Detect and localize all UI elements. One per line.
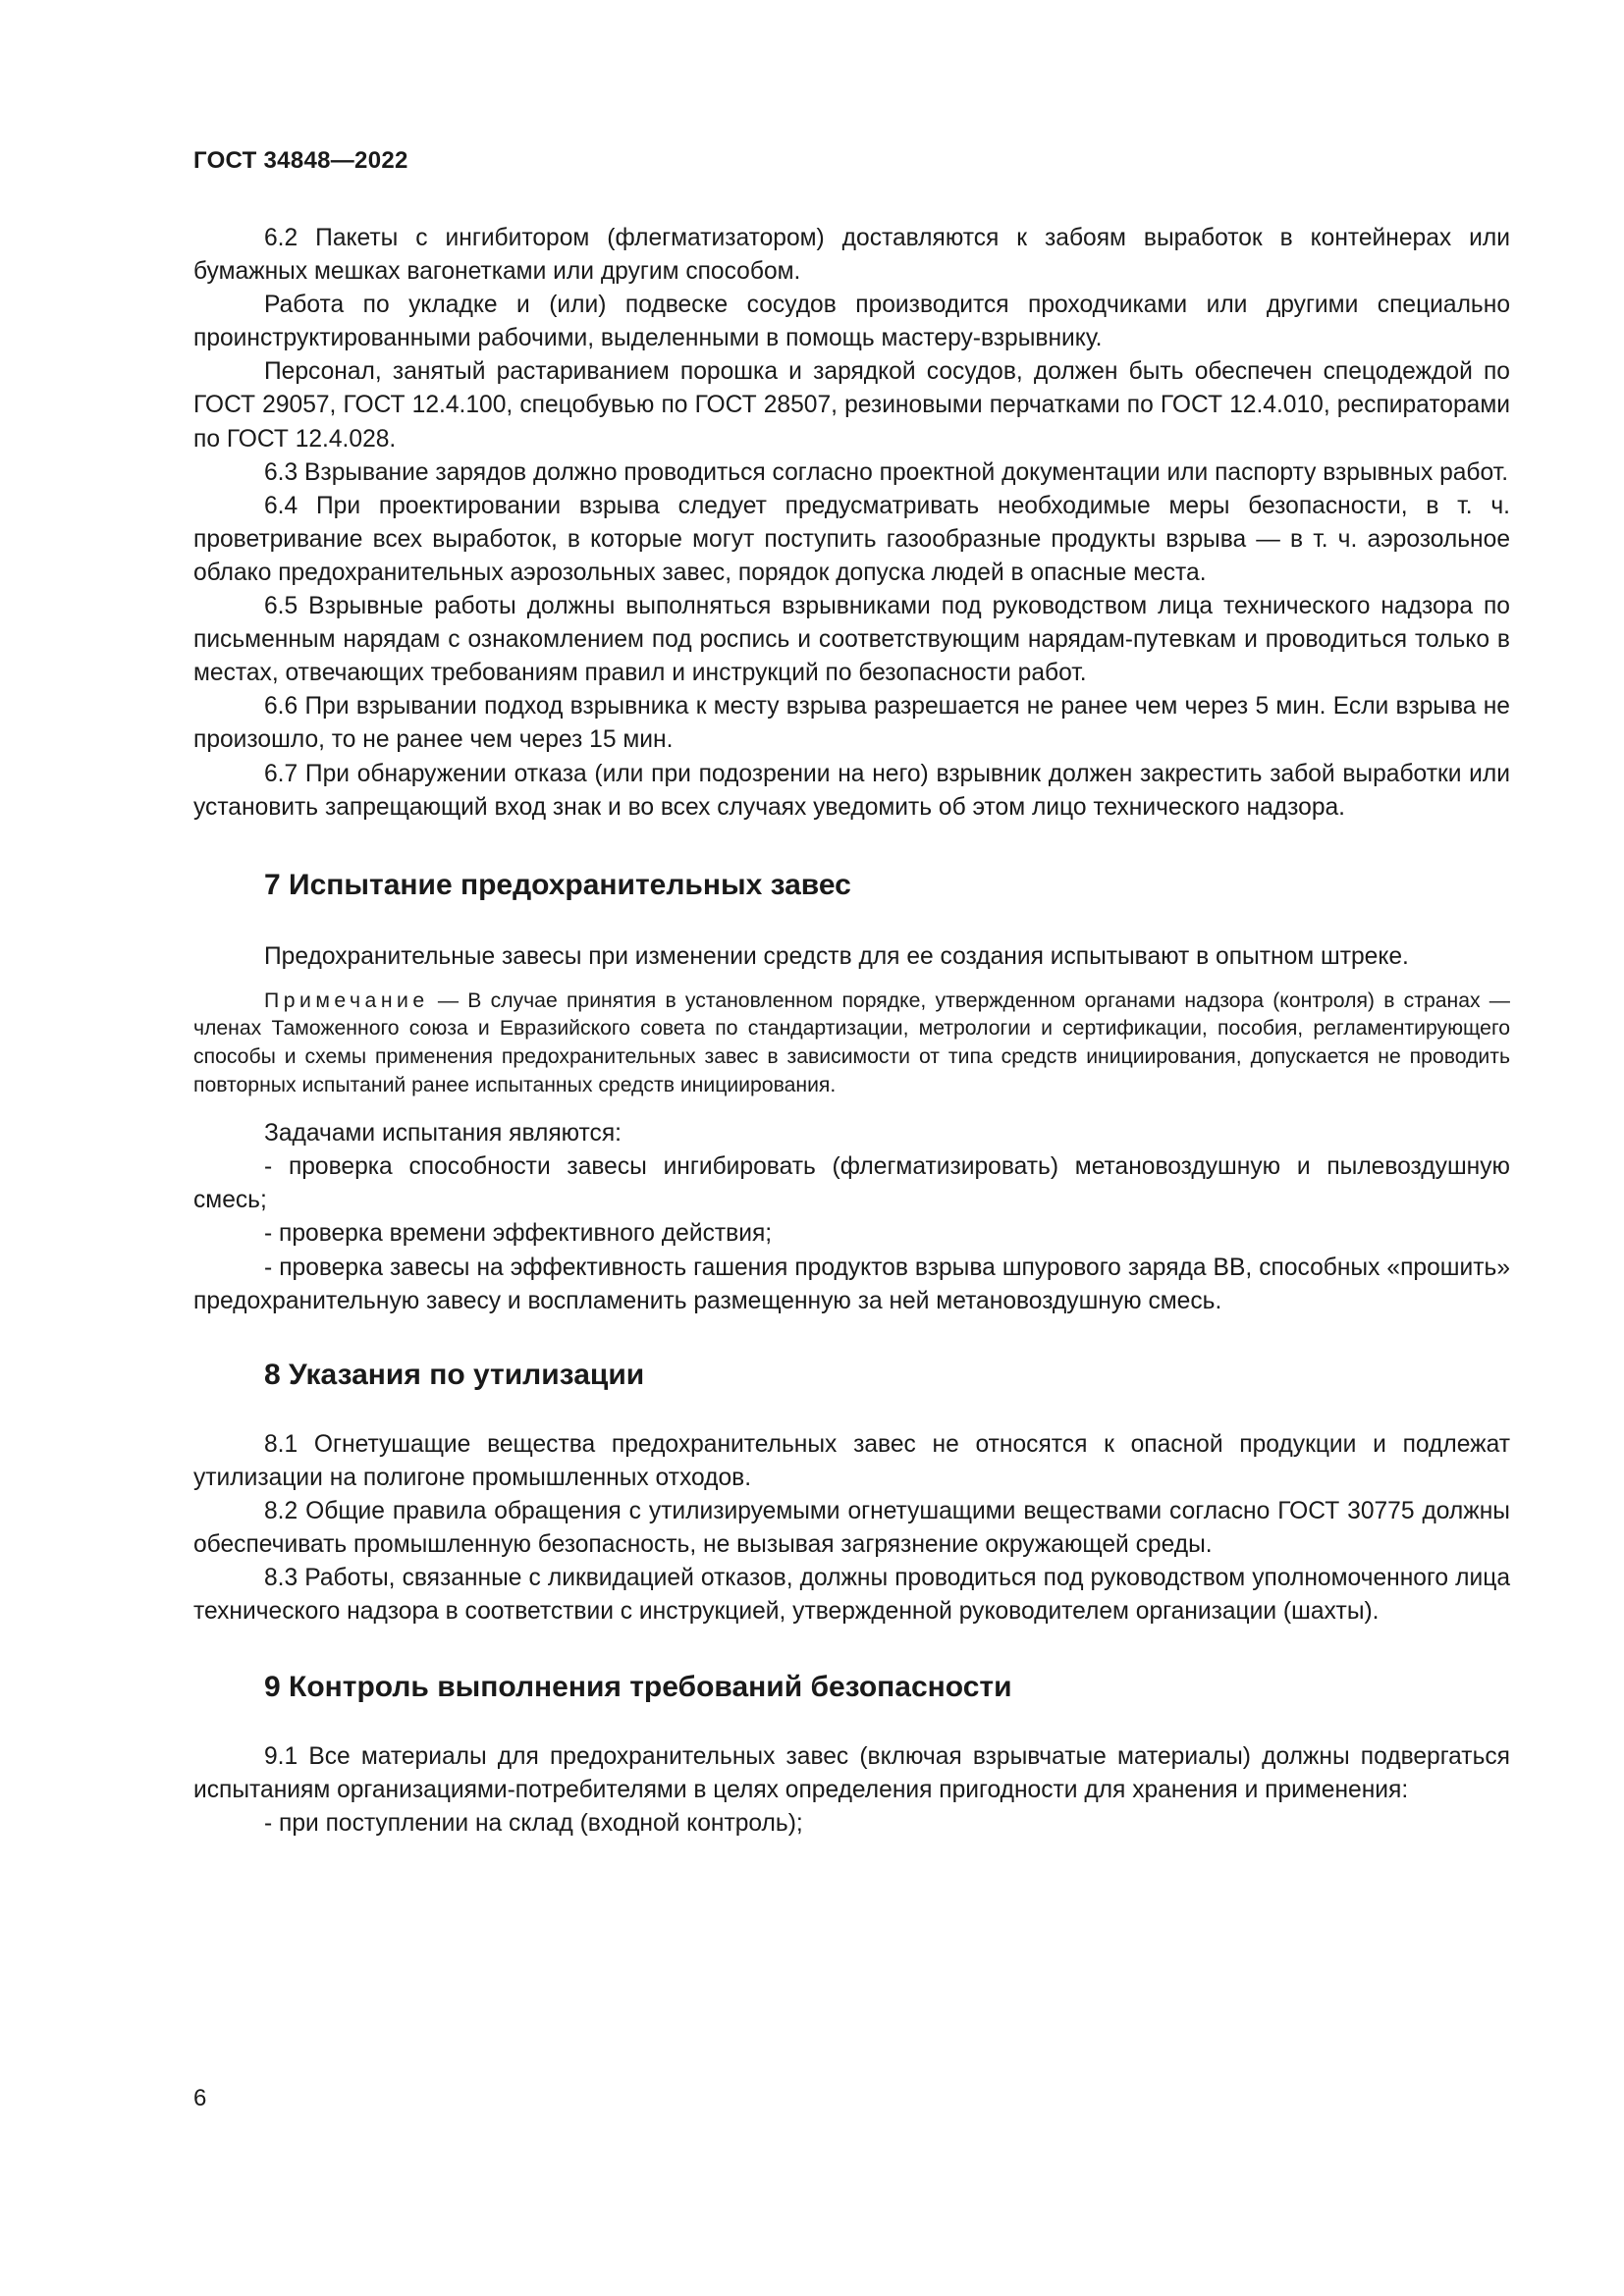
paragraph-6-7: 6.7 При обнаружении отказа (или при подозрении на него) взрывник должен закрестить забой выработки или установить запрещающий вход знак и во всех случаях уведомить об этом лицо технического надзора. — [193, 760, 1510, 821]
note-text: — В случае принятия в установленном порядке, утвержденном органами надзора (контроля) в странах — членах Таможенного союза и Евразийского совета по стандартизации, метрологии и сертификации, пособия, регламентирующего способы и схемы применения предохранительных завес в зависимости от типа средств инициирования, допускается не проводить повторных испытаний ранее испытанных средств инициирования. — [193, 988, 1510, 1096]
note — [193, 988, 1510, 1099]
paragraph-6-3: 6.3 Взрывание зарядов должно проводиться согласно проектной документации или паспорту взрывных работ. — [264, 458, 1509, 486]
list-item: - проверка способности завесы ингибировать (флегматизировать) метановоздушную и пылевоздушную смесь; — [193, 1153, 1510, 1214]
section-heading-8: 8 Указания по утилизации — [264, 1358, 645, 1391]
paragraph-6-2-work: Работа по укладке и (или) подвеске сосудов производится проходчиками или другими специально проинструктированными рабочими, выделенными в помощь мастеру-взрывнику. — [193, 292, 1510, 352]
paragraph-6-2: 6.2 Пакеты с ингибитором (флегматизатором) доставляются к забоям выработок в контейнерах или бумажных мешках вагонетками или другим способом. — [193, 225, 1510, 286]
document-body — [193, 222, 1510, 1842]
section-heading-9: 9 Контроль выполнения требований безопасности — [264, 1671, 1012, 1704]
paragraph-8-2: 8.2 Общие правила обращения с утилизируемыми огнетушащими веществами согласно ГОСТ 30775 должны обеспечивать промышленную безопасность, не вызывая загрязнение окружающей среды. — [193, 1497, 1510, 1558]
tasks-intro: Задачами испытания являются: — [264, 1120, 622, 1148]
note-label: Примечание — [264, 988, 429, 1012]
paragraph-6-2-personnel: Персонал, занятый растариванием порошка и зарядкой сосудов, должен быть обеспечен спецодеждой по ГОСТ 29057, ГОСТ 12.4.100, спецобувью по ГОСТ 28507, резиновыми перчатками по ГОСТ 12.4.010, респираторами по ГОСТ 12.4.028. — [193, 358, 1510, 453]
list-item: - проверка времени эффективного действия; — [264, 1220, 773, 1248]
list-item: - при поступлении на склад (входной контроль); — [264, 1810, 803, 1838]
paragraph-6-5: 6.5 Взрывные работы должны выполняться взрывниками под руководством лица технического надзора по письменным нарядам с ознакомлением под роспись и соответствующим нарядам-путевкам и проводиться только в местах, отвечающих требованиям правил и инструкций по безопасности работ. — [193, 593, 1510, 687]
section-heading-7: 7 Испытание предохранительных завес — [264, 868, 851, 901]
paragraph-8-3: 8.3 Работы, связанные с ликвидацией отказов, должны проводиться под руководством уполномоченного лица технического надзора в соответствии с инструкцией, утвержденной руководителем организации (шахты). — [193, 1565, 1510, 1626]
page-number: 6 — [193, 2085, 207, 2111]
paragraph-8-1: 8.1 Огнетушащие вещества предохранительных завес не относятся к опасной продукции и подлежат утилизации на полигоне промышленных отходов. — [193, 1430, 1510, 1491]
paragraph-9-1: 9.1 Все материалы для предохранительных завес (включая взрывчатые материалы) должны подвергаться испытаниям организациями-потребителями в целях определения пригодности для хранения и применения: — [193, 1743, 1510, 1804]
paragraph-6-6: 6.6 При взрывании подход взрывника к месту взрыва разрешается не ранее чем через 5 мин. Если взрыва не произошло, то не ранее чем через 15 мин. — [193, 693, 1510, 754]
paragraph-6-4: 6.4 При проектировании взрыва следует предусматривать необходимые меры безопасности, в т. ч. проветривание всех выработок, в которые могут поступить газообразные продукты взрыва — в т. ч. аэрозольное облако предохранительных аэрозольных завес, порядок допуска людей в опасные места. — [193, 492, 1510, 586]
list-item: - проверка завесы на эффективность гашения продуктов взрыва шпурового заряда ВВ, способных «прошить» предохранительную завесу и воспламенить размещенную за ней метановоздушную смесь. — [193, 1254, 1510, 1314]
paragraph-7-intro: Предохранительные завесы при изменении средств для ее создания испытывают в опытном штреке. — [264, 942, 1409, 970]
document-code-header: ГОСТ 34848—2022 — [193, 147, 408, 174]
